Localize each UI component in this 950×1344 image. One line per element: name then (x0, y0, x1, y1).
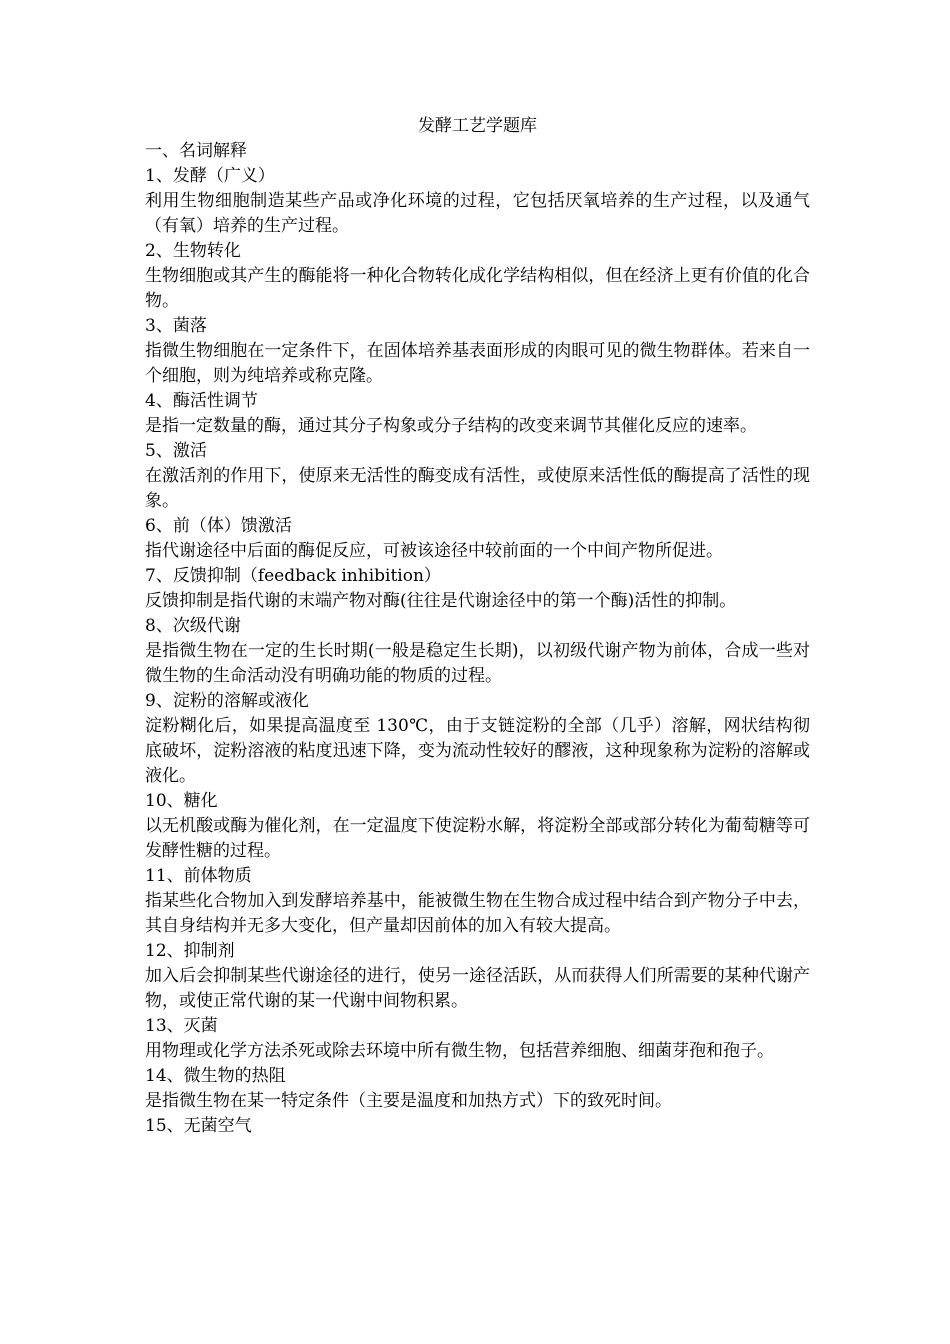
entry-definition: 是指微生物在某一特定条件（主要是温度和加热方式）下的致死时间。 (145, 1091, 672, 1111)
entry-term: 13、灭菌 (145, 1016, 218, 1036)
entry-term: 5、激活 (145, 441, 207, 461)
entry-term: 11、前体物质 (145, 866, 252, 886)
entry-term: 2、生物转化 (145, 241, 241, 261)
glossary-entry (145, 314, 810, 389)
glossary-entry (145, 864, 810, 939)
entry-definition: 在激活剂的作用下，使原来无活性的酶变成有活性，或使原来活性低的酶提高了活性的现象。 (145, 466, 810, 511)
document-content (145, 114, 810, 1139)
entry-definition: 指代谢途径中后面的酶促反应，可被该途径中较前面的一个中间产物所促进。 (145, 541, 723, 561)
entry-definition: 反馈抑制是指代谢的末端产物对酶(往往是代谢途径中的第一个酶)活性的抑制。 (145, 591, 737, 611)
entry-term: 8、次级代谢 (145, 616, 241, 636)
glossary-entry (145, 239, 810, 314)
glossary-entry (145, 439, 810, 514)
entry-term: 10、糖化 (145, 791, 218, 811)
document-title: 发酵工艺学题库 (418, 116, 537, 136)
glossary-entry (145, 164, 810, 239)
entry-term: 15、无菌空气 (145, 1116, 252, 1136)
entry-term: 4、酶活性调节 (145, 391, 258, 411)
entry-term: 6、前（体）馈激活 (145, 516, 292, 536)
glossary-entry (145, 1114, 810, 1139)
entry-definition: 是指一定数量的酶，通过其分子构象或分子结构的改变来调节其催化反应的速率。 (145, 416, 757, 436)
entry-definition: 指微生物细胞在一定条件下，在固体培养基表面形成的肉眼可见的微生物群体。若来自一个细胞，则为纯培养或称克隆。 (145, 341, 810, 386)
entry-term: 7、反馈抑制（feedback inhibition） (145, 566, 441, 586)
entry-definition: 指某些化合物加入到发酵培养基中，能被微生物在生物合成过程中结合到产物分子中去，其自身结构并无多大变化，但产量却因前体的加入有较大提高。 (145, 891, 810, 936)
glossary-entry (145, 389, 810, 439)
entry-definition: 以无机酸或酶为催化剂，在一定温度下使淀粉水解，将淀粉全部或部分转化为葡萄糖等可发酵性糖的过程。 (145, 816, 810, 861)
entry-term: 3、菌落 (145, 316, 207, 336)
entry-definition: 是指微生物在一定的生长时期(一般是稳定生长期)，以初级代谢产物为前体，合成一些对微生物的生命活动没有明确功能的物质的过程。 (145, 641, 810, 686)
entry-definition: 用物理或化学方法杀死或除去环境中所有微生物，包括营养细胞、细菌芽孢和孢子。 (145, 1041, 774, 1061)
glossary-entry (145, 1014, 810, 1064)
section-heading: 一、名词解释 (145, 141, 247, 161)
glossary-entry (145, 564, 810, 614)
entry-list (145, 164, 810, 1139)
glossary-entry (145, 614, 810, 689)
entry-term: 12、抑制剂 (145, 941, 235, 961)
glossary-entry (145, 514, 810, 564)
glossary-entry (145, 1064, 810, 1114)
entry-term: 1、发酵（广义） (145, 166, 275, 186)
entry-definition: 加入后会抑制某些代谢途径的进行，使另一途径活跃，从而获得人们所需要的某种代谢产物，或使正常代谢的某一代谢中间物积累。 (145, 966, 810, 1011)
entry-term: 14、微生物的热阻 (145, 1066, 286, 1086)
glossary-entry (145, 939, 810, 1014)
glossary-entry (145, 789, 810, 864)
entry-definition: 利用生物细胞制造某些产品或净化环境的过程，它包括厌氧培养的生产过程，以及通气（有氧）培养的生产过程。 (145, 191, 810, 236)
entry-definition: 淀粉糊化后，如果提高温度至 130℃，由于支链淀粉的全部（几乎）溶解，网状结构彻底破坏，淀粉溶液的粘度迅速下降，变为流动性较好的醪液，这种现象称为淀粉的溶解或液化。 (145, 716, 810, 786)
entry-definition: 生物细胞或其产生的酶能将一种化合物转化成化学结构相似，但在经济上更有价值的化合物。 (145, 266, 810, 311)
glossary-entry (145, 689, 810, 789)
entry-term: 9、淀粉的溶解或液化 (145, 691, 309, 711)
